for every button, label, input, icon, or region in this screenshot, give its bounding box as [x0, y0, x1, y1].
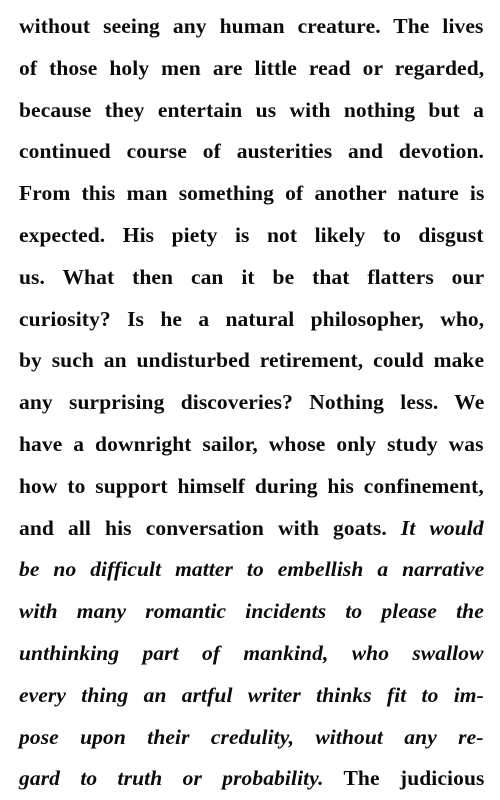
- italic-run: be no difficult matter to embellish a narrative: [19, 557, 485, 582]
- text-run: how to support himself during his confinement,: [19, 473, 484, 498]
- text-run: continued course of austerities and devotion.: [19, 139, 484, 164]
- text-line: [19, 633, 484, 675]
- text-line: [19, 424, 484, 466]
- italic-run: It would: [400, 515, 484, 540]
- text-line: [19, 6, 484, 48]
- text-line: [19, 717, 484, 759]
- italic-run: pose upon their credulity, without any re-: [19, 724, 484, 749]
- text-run: because they entertain us with nothing but a: [19, 97, 484, 122]
- text-line: [19, 508, 484, 550]
- italic-run: every thing an artful writer thinks fit to im-: [19, 682, 484, 707]
- text-run: of those holy men are little read or regarded,: [19, 55, 485, 80]
- text-run: expected. His piety is not likely to disgust: [19, 222, 484, 247]
- text-line: [19, 382, 484, 424]
- text-line: [19, 466, 484, 508]
- text-line: [19, 173, 484, 215]
- text-line: [19, 340, 484, 382]
- text-run: The judicious: [323, 766, 485, 791]
- text-line: [19, 257, 484, 299]
- italic-run: gard to truth or probability.: [19, 766, 324, 791]
- text-line: [19, 549, 484, 591]
- text-run: without seeing any human creature. The lives: [19, 14, 484, 38]
- text-line: [19, 90, 484, 132]
- text-line: [19, 215, 484, 257]
- text-run: From this man something of another nature is: [19, 181, 485, 206]
- text-line: [19, 675, 484, 717]
- text-line: [19, 758, 484, 800]
- text-run: curiosity? Is he a natural philosopher, who,: [19, 306, 485, 331]
- text-line: [19, 591, 484, 633]
- text-run: by such an undisturbed retirement, could make: [19, 348, 485, 373]
- text-line: [19, 48, 484, 90]
- text-run: any surprising discoveries? Nothing less. We: [19, 390, 485, 415]
- italic-run: unthinking part of mankind, who swallow: [19, 640, 484, 665]
- italic-run: with many romantic incidents to please the: [19, 599, 484, 624]
- text-line: [19, 131, 484, 173]
- text-run: us. What then can it be that flatters our: [19, 264, 485, 289]
- body-text: [19, 6, 484, 800]
- text-run: and all his conversation with goats.: [19, 515, 401, 540]
- text-run: have a downright sailor, whose only study was: [19, 431, 484, 456]
- text-line: [19, 299, 484, 341]
